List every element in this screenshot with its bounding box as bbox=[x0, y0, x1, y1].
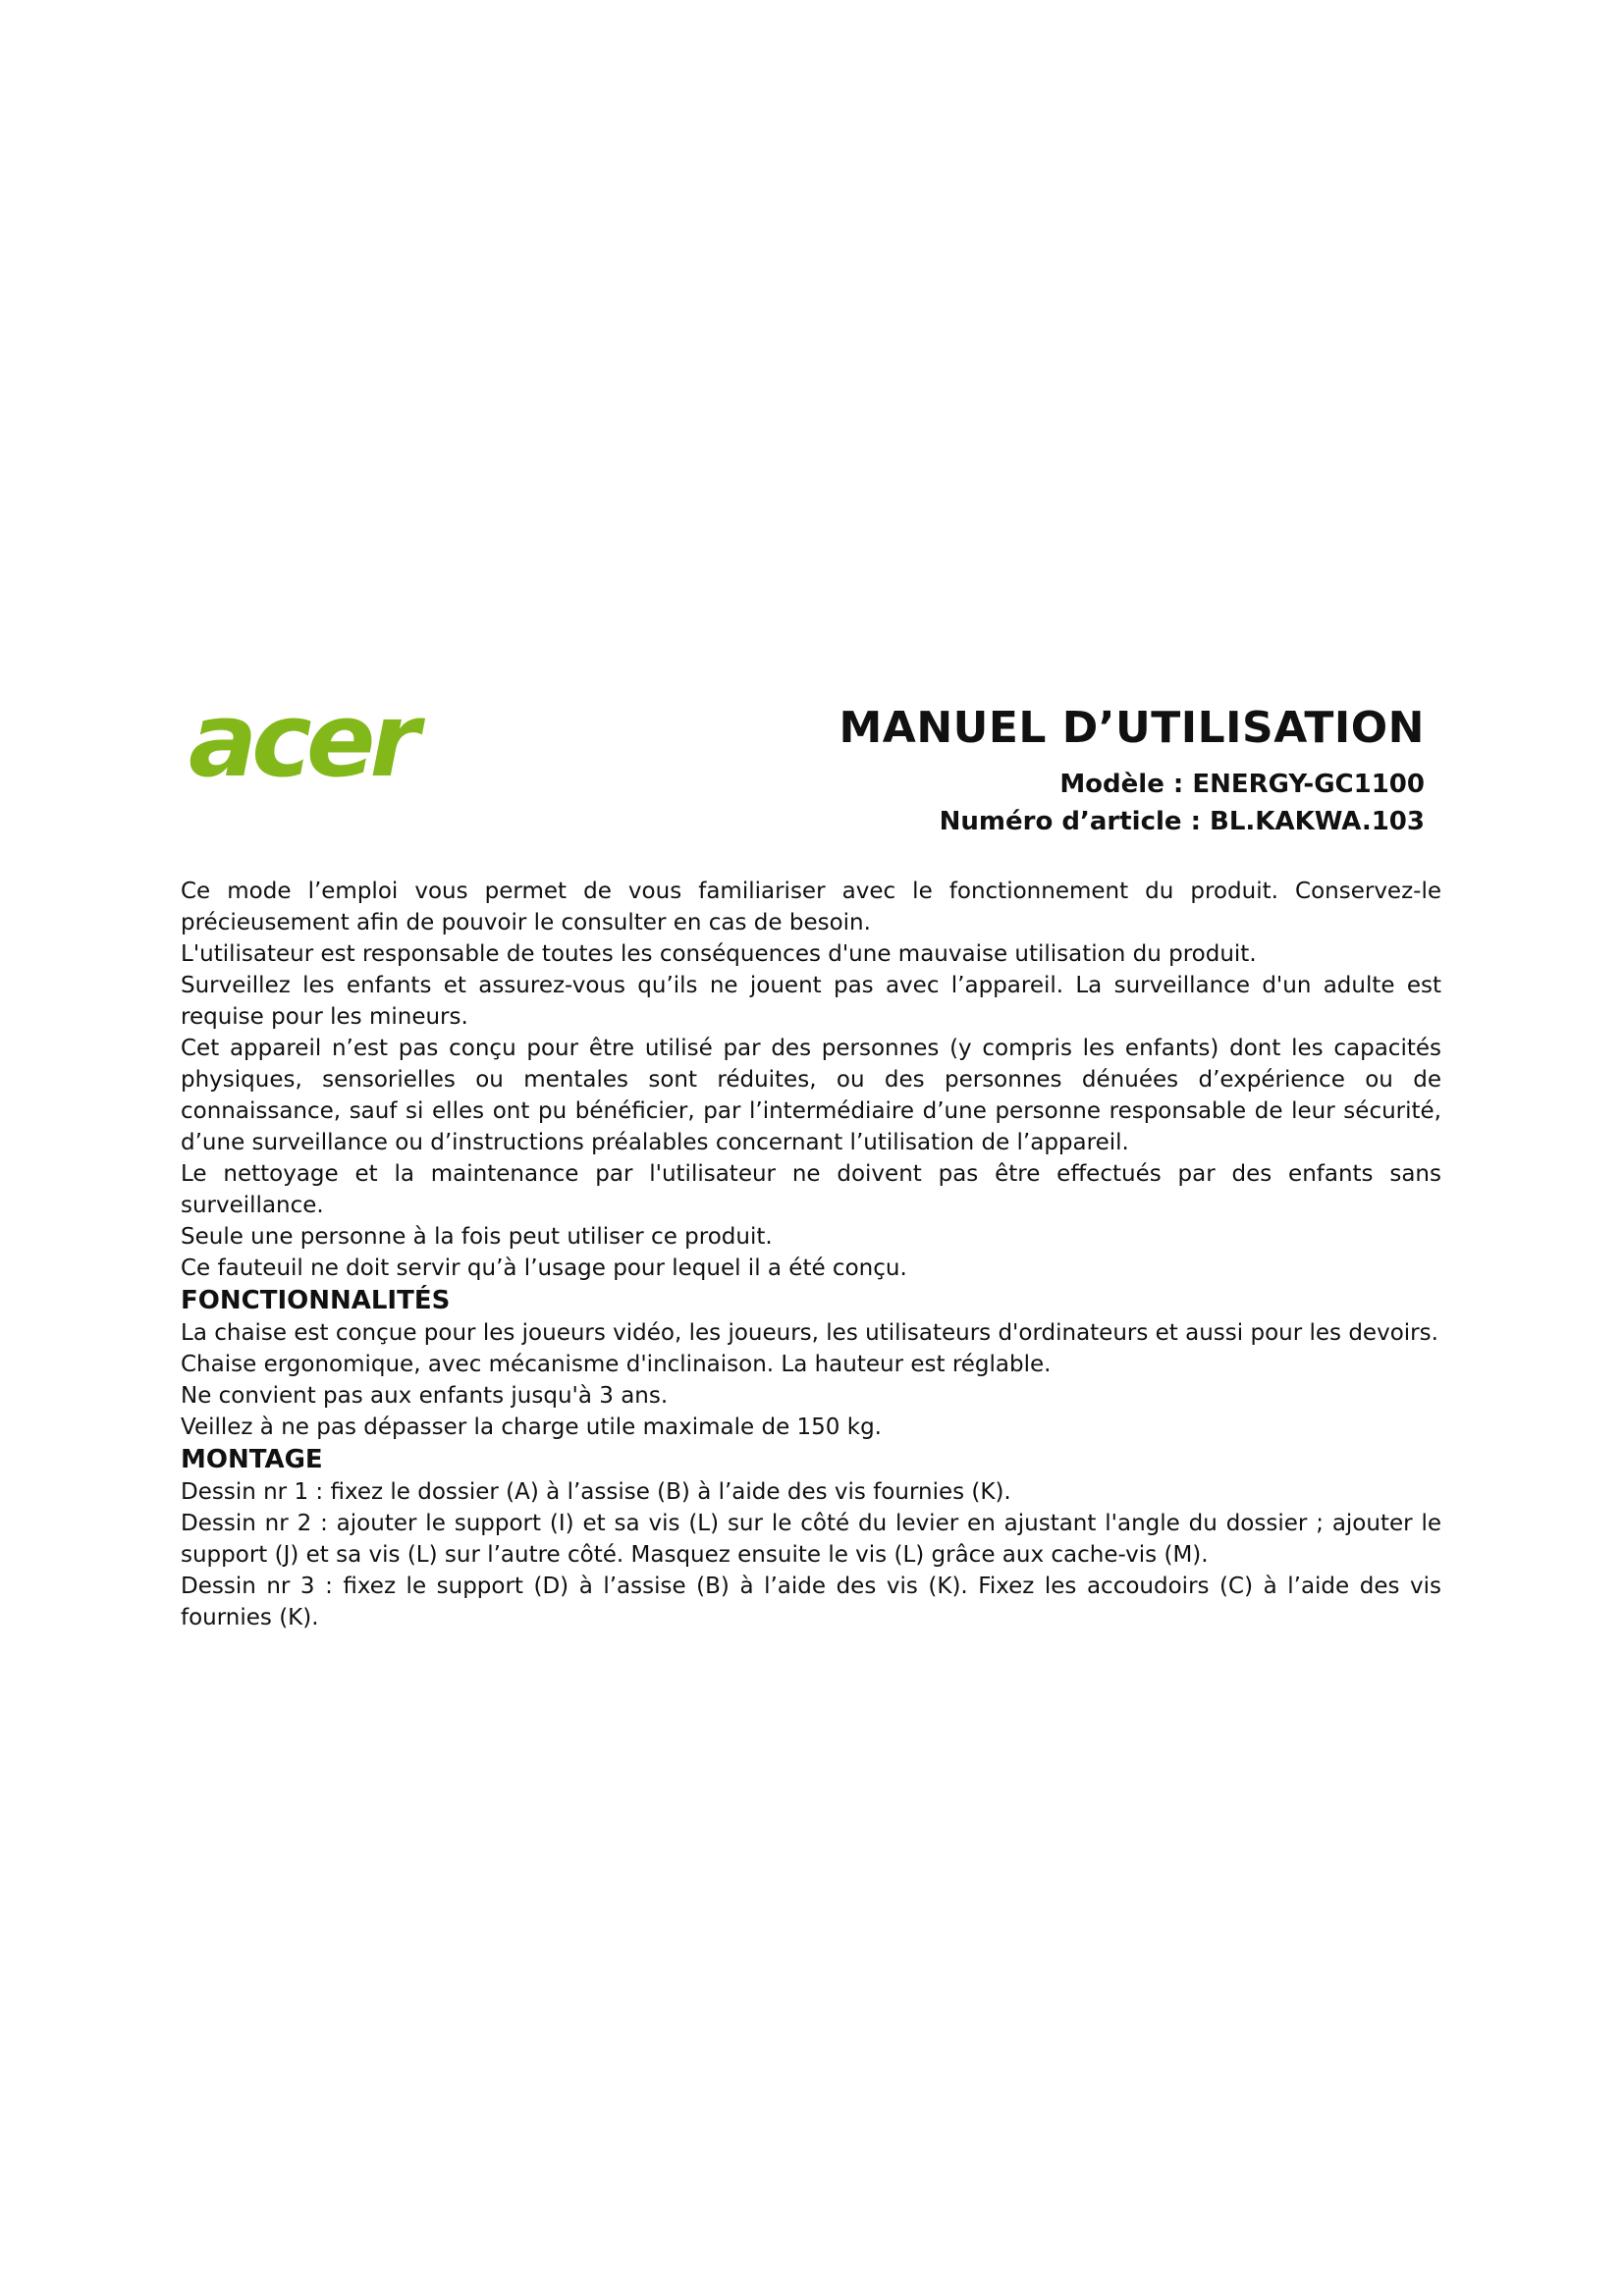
document-header bbox=[839, 699, 1425, 840]
intro-paragraph: L'utilisateur est responsable de toutes les conséquences d'une mauvaise utilisation du produit. bbox=[181, 941, 1257, 967]
intro-paragraph: Ce mode l’emploi vous permet de vous familiariser avec le fonctionnement du produit. Conservez-le précieusement afin de pouvoir le consulter en cas de besoin. bbox=[181, 879, 1441, 935]
article-number: Numéro d’article : BL.KAKWA.103 bbox=[939, 807, 1425, 836]
assembly-step: Dessin nr 2 : ajouter le support (I) et sa vis (L) sur le côté du levier en ajustant l'angle du dossier ; ajouter le support (J) et sa vis (L) sur l’autre côté. Masquez ensuite le vis (L) grâce aux cache-vis (M). bbox=[181, 1511, 1441, 1568]
intro-section bbox=[181, 876, 1441, 1284]
intro-paragraph: Surveillez les enfants et assurez-vous qu’ils ne jouent pas avec l’appareil. La surveillance d'un adulte est requise pour les mineurs. bbox=[181, 973, 1441, 1030]
features-paragraph: Ne convient pas aux enfants jusqu'à 3 ans. bbox=[181, 1383, 669, 1409]
assembly-heading: MONTAGE bbox=[181, 1445, 323, 1474]
intro-paragraph: Seule une personne à la fois peut utiliser ce produit. bbox=[181, 1224, 773, 1250]
features-section bbox=[181, 1284, 1441, 1443]
features-paragraph: Veillez à ne pas dépasser la charge utile maximale de 150 kg. bbox=[181, 1415, 882, 1440]
manual-body bbox=[181, 876, 1441, 1633]
acer-logo-text: acer bbox=[189, 699, 414, 797]
features-paragraph: La chaise est conçue pour les joueurs vidéo, les joueurs, les utilisateurs d'ordinateurs et aussi pour les devoirs. bbox=[181, 1320, 1438, 1346]
intro-paragraph: Ce fauteuil ne doit servir qu’à l’usage pour lequel il a été conçu. bbox=[181, 1255, 907, 1281]
acer-logo bbox=[187, 699, 461, 797]
features-paragraph: Chaise ergonomique, avec mécanisme d'inclinaison. La hauteur est réglable. bbox=[181, 1352, 1052, 1377]
page-title: MANUEL D’UTILISATION bbox=[839, 703, 1425, 753]
assembly-section bbox=[181, 1443, 1441, 1633]
acer-logo-graphic bbox=[187, 699, 461, 797]
features-heading: FONCTIONNALITÉS bbox=[181, 1286, 451, 1315]
model-number: Modèle : ENERGY-GC1100 bbox=[1059, 770, 1425, 799]
assembly-step: Dessin nr 3 : fixez le support (D) à l’assise (B) à l’aide des vis (K). Fixez les accoudoirs (C) à l’aide des vis fournies (K). bbox=[181, 1574, 1441, 1630]
intro-paragraph: Cet appareil n’est pas conçu pour être utilisé par des personnes (y compris les enfants) dont les capacités physiques, sensorielles ou mentales sont réduites, ou des personnes dénuées d’expérience ou de connaissance, sauf si elles ont pu bénéficier, par l’intermédiaire d’une personne responsable de leur sécurité, d’une surveillance ou d’instructions préalables concernant l’utilisation de l’appareil. bbox=[181, 1036, 1441, 1155]
intro-paragraph: Le nettoyage et la maintenance par l'utilisateur ne doivent pas être effectués par des enfants sans surveillance. bbox=[181, 1161, 1441, 1218]
assembly-step: Dessin nr 1 : fixez le dossier (A) à l’assise (B) à l’aide des vis fournies (K). bbox=[181, 1479, 1011, 1505]
